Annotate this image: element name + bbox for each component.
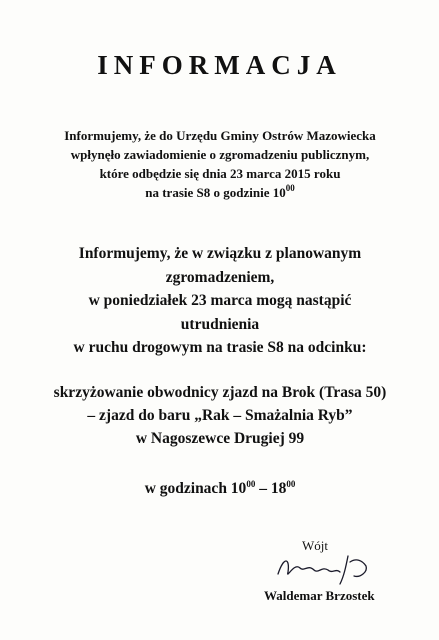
road-section-line-2: – zjazd do baru „Rak – Smażalnia Ryb”: [87, 407, 353, 424]
hours-line: [20, 478, 420, 500]
handwritten-signature: [270, 548, 380, 588]
disruption-paragraph: [20, 242, 420, 360]
hours-middle: – 18: [255, 480, 287, 497]
hours-prefix: w godzinach 10: [144, 480, 247, 497]
hours-end-minutes: 00: [286, 479, 296, 489]
notice-time-minutes: 00: [285, 183, 295, 193]
road-section-line-3: w Nagoszewce Drugiej 99: [135, 430, 305, 447]
page-title: INFORMACJA: [97, 50, 342, 80]
notice-line-1: Informujemy, że do Urzędu Gminy Ostrów Mazowiecka: [64, 128, 376, 143]
road-section-line-1: skrzyżowanie obwodnicy zjazd na Brok (Trasa 50): [53, 384, 387, 401]
notice-paragraph: [20, 126, 420, 202]
hours-paragraph: [20, 478, 420, 500]
hours-start-minutes: 00: [246, 479, 256, 489]
road-section-paragraph: [20, 381, 420, 450]
signatory-name: Waldemar Brzostek: [264, 588, 375, 603]
notice-line-4: [20, 183, 420, 202]
notice-line-2: wpłynęło zawiadomienie o zgromadzeniu publicznym,: [70, 147, 370, 162]
disruption-line-1: Informujemy, że w związku z planowanym: [78, 245, 362, 262]
notice-line-3: które odbędzie się dnia 23 marca 2015 roku: [99, 166, 341, 181]
signatory-role: Wójt: [302, 538, 328, 553]
notice-time-text: na trasie S8 o godzinie 10: [145, 185, 286, 200]
disruption-line-3: w poniedziałek 23 marca mogą nastąpić: [88, 292, 352, 309]
disruption-line-4: utrudnienia: [180, 315, 260, 333]
disruption-line-2: zgromadzeniem,: [165, 268, 275, 286]
disruption-line-5: w ruchu drogowym na trasie S8 na odcinku:: [73, 339, 367, 356]
